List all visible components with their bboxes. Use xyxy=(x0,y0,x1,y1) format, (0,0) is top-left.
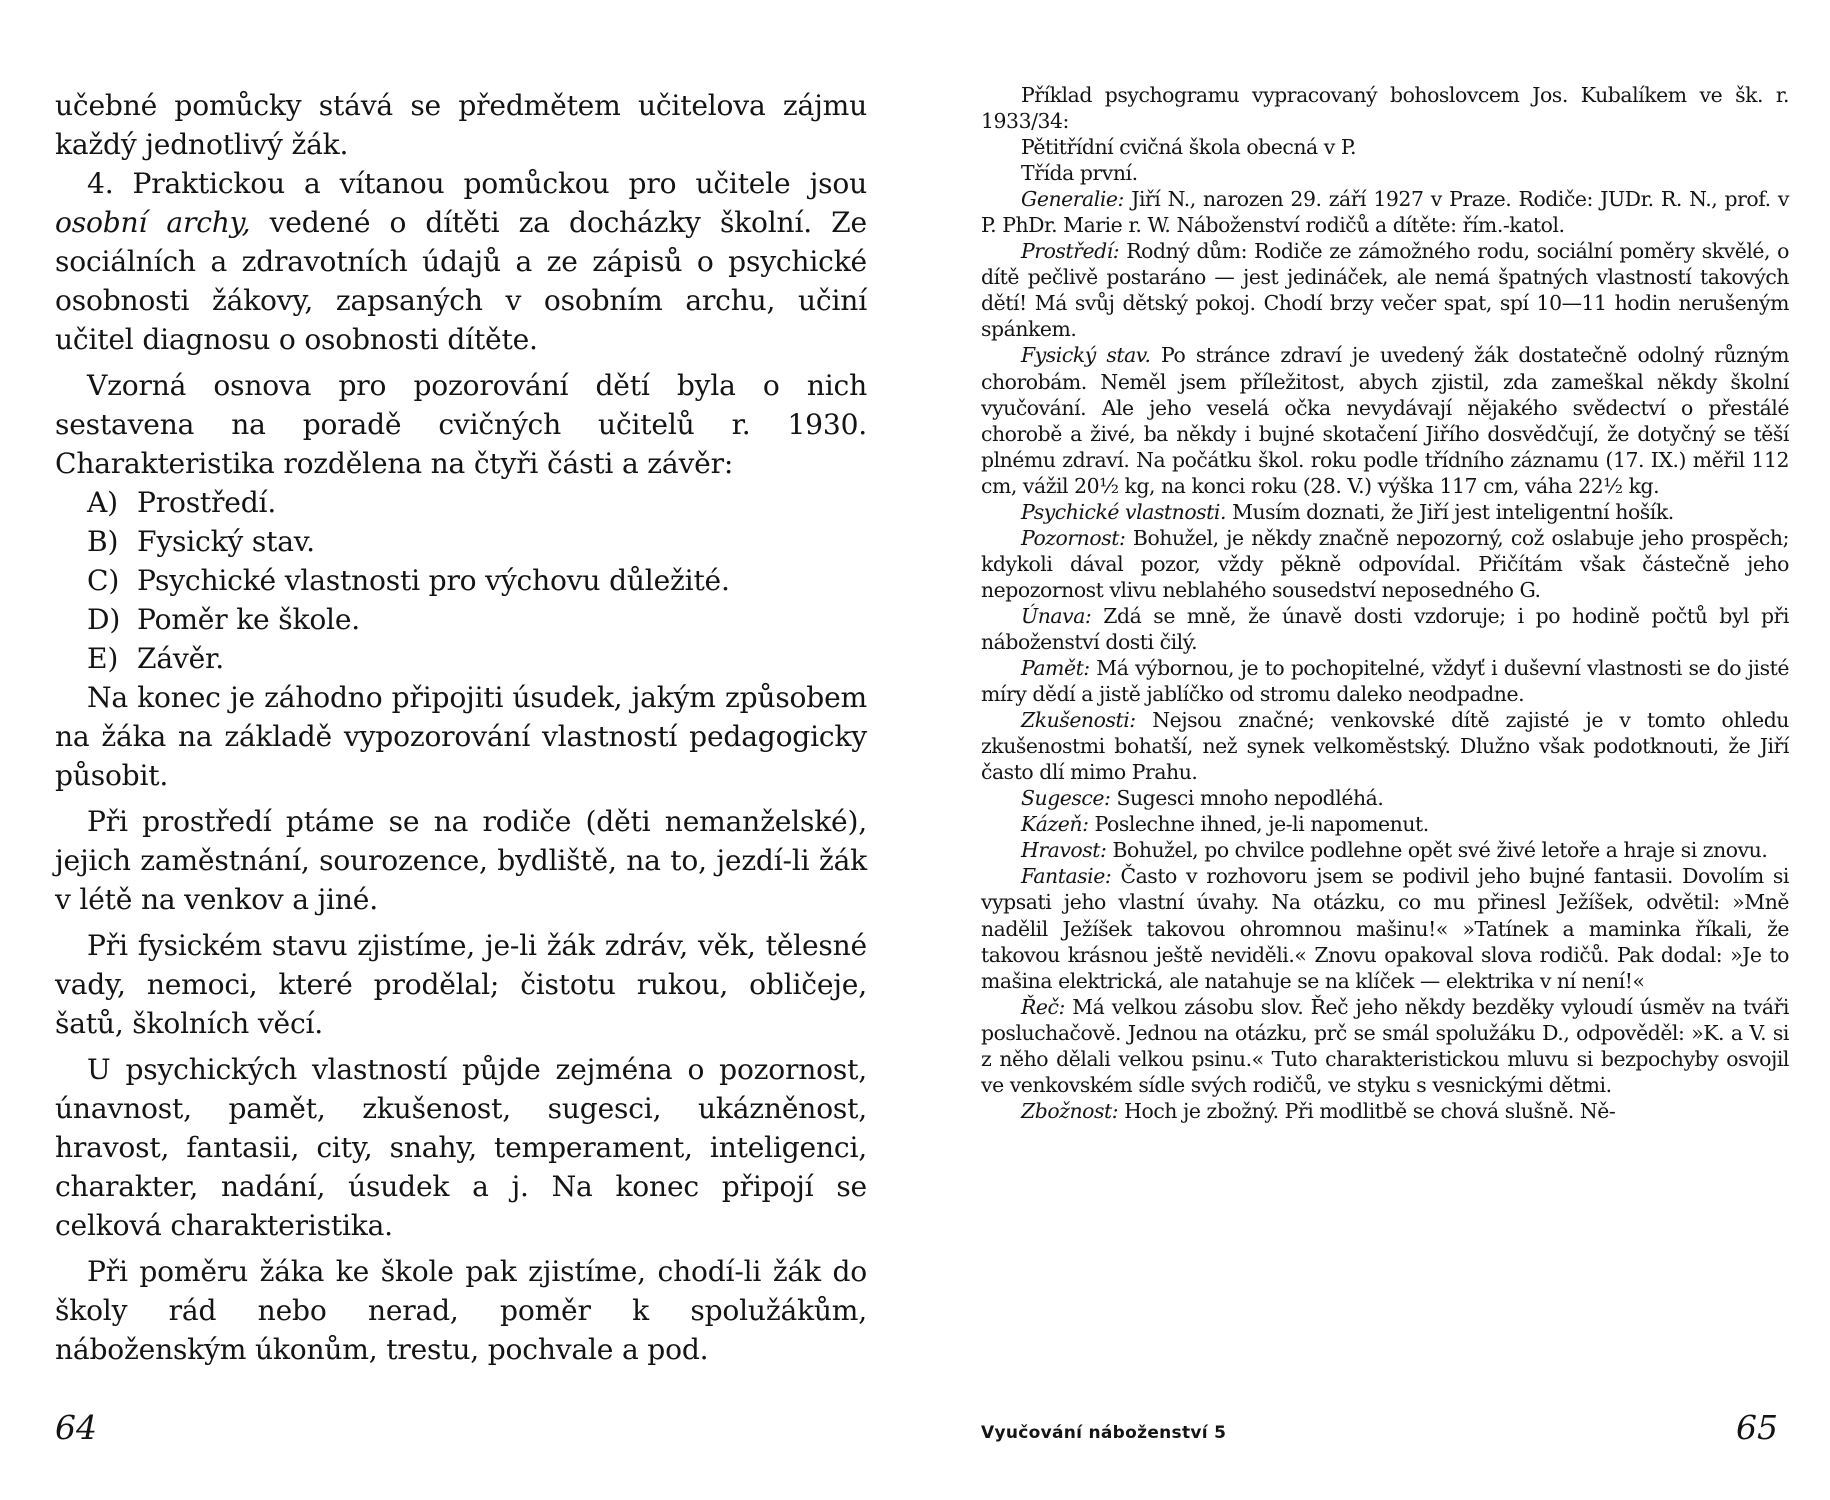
paragraph: Při prostředí ptáme se na rodiče (děti nemanželské), jejich zaměstnání, sourozence, bydliště, na to, jezdí-li žák v létě na venkov a jiné. xyxy=(55,805,867,916)
paragraph: učebné pomůcky stává se předmětem učitelova zájmu každý jednotlivý žák. xyxy=(55,89,867,161)
outline-marker: E) xyxy=(87,642,119,675)
psychogram-section xyxy=(981,707,1789,785)
class-line: Třída první. xyxy=(1021,161,1138,186)
paragraph: Při fysickém stavu zjistíme, je-li žák zdráv, věk, tělesné vady, nemoci, které prodělal; čistotu rukou, obličeje, šatů, školních věcí. xyxy=(55,929,867,1040)
section-label: Únava: xyxy=(1021,603,1092,628)
psychogram-section xyxy=(981,811,1789,837)
section-label: Fantasie: xyxy=(1021,864,1112,889)
psychogram-section xyxy=(981,499,1789,525)
text-run: 4. Praktickou a vítanou pomůckou pro učitele jsou xyxy=(87,167,867,200)
psychogram-text xyxy=(981,82,1789,1124)
outline-text: Psychické vlastnosti pro výchovu důležité. xyxy=(137,564,730,597)
signature-mark: Vyučování náboženství 5 xyxy=(981,1423,1227,1443)
section-text: Rodný dům: Rodiče ze zámožného rodu, sociální poměry skvělé, o dítě pečlivě postaráno — jest jedináček, ale nemá špatných vlastností takových dětí! Má svůj dětský pokoj. Chodí brzy večer spat, spí 10—11 hodin nerušeným spánkem. xyxy=(981,239,1789,342)
outline-item xyxy=(55,600,867,639)
section-label: Řeč: xyxy=(1021,994,1065,1019)
psychogram-section xyxy=(981,603,1789,655)
outline-text: Fysický stav. xyxy=(137,525,315,558)
section-text: Hoch je zbožný. Při modlitbě se chová slušně. Ně- xyxy=(1118,1098,1616,1123)
intro-paragraph: Příklad psychogramu vypracovaný bohoslovcem Jos. Kubalíkem ve šk. r. 1933/34: xyxy=(981,83,1789,134)
left-page-text xyxy=(55,86,867,1369)
section-text: Poslechne ihned, je-li napomenut. xyxy=(1088,812,1429,837)
psychogram-section xyxy=(981,785,1789,811)
outline-item xyxy=(55,561,867,600)
outline-marker: C) xyxy=(87,564,120,597)
section-label: Kázeň: xyxy=(1021,812,1089,837)
section-label: Psychické vlastnosti. xyxy=(1021,499,1227,524)
outline-text: Poměr ke škole. xyxy=(137,603,361,636)
psychogram-sections xyxy=(981,186,1789,1124)
outline-text: Závěr. xyxy=(137,642,224,675)
section-label: Hravost: xyxy=(1021,838,1107,863)
section-label: Sugesce: xyxy=(1021,786,1111,811)
section-label: Pozornost: xyxy=(1021,525,1126,550)
psychogram-section xyxy=(981,837,1789,863)
page-number: 65 xyxy=(1736,1408,1778,1447)
school-line: Pětitřídní cvičná škola obecná v P. xyxy=(1021,135,1357,160)
outline-item xyxy=(55,483,867,522)
section-text: Nejsou značné; venkovské dítě zajisté je v tomto ohledu zkušenostmi bohatší, než synek velkoměstský. Dlužno však podotknouti, že Jiří často dlí mimo Prahu. xyxy=(981,708,1789,785)
section-text: Po stránce zdraví je uvedený žák dostatečně odolný různým chorobám. Neměl jsem příležitost, abych zjistil, zda zameškal někdy školní vyučování. Ale jeho veselá očka nevydávají nějakého svědectví o přestálé chorobě a živé, ba někdy i bujné skotačení Jiřího dosvědčují, že dotyčný se těší plnému zdraví. Na počátku škol. roku podle třídního záznamu (17. IX.) měřil 112 cm, vážil 20½ kg, na konci roku (28. V.) výška 117 cm, váha 22½ kg. xyxy=(981,343,1789,498)
outline-marker: B) xyxy=(87,525,119,558)
psychogram-section xyxy=(981,186,1789,238)
psychogram-section xyxy=(981,525,1789,603)
section-text: Jiří N., narozen 29. září 1927 v Praze. Rodiče: JUDr. R. N., prof. v P. PhDr. Marie r. W. Náboženství rodičů a dítěte: řím.-katol. xyxy=(981,187,1789,238)
section-label: Generalie: xyxy=(1021,187,1124,212)
section-text: Často v rozhovoru jsem se podivil jeho bujné fantasii. Dovolím si vypsati jeho vlastní úvahy. Na otázku, co mu přinesl Ježíšek, odvětil: »Mně nadělil Ježíšek takovou ohromnou mašinu!« »Tatínek a maminka říkali, že takovou krásnou ještě neviděli.« Znovu opakoval slova rodičů. Pak dodal: »Je to mašina elektrická, ale natahuje se na klíček — elektrika v ní není!« xyxy=(981,864,1789,993)
page-number: 64 xyxy=(55,1408,97,1447)
psychogram-section xyxy=(981,342,1789,498)
outline-marker: D) xyxy=(87,603,121,636)
psychogram-section xyxy=(981,994,1789,1098)
section-label: Prostředí: xyxy=(1021,239,1120,264)
right-page xyxy=(915,0,1830,1500)
section-text: Má výbornou, je to pochopitelné, vždyť i duševní vlastnosti se do jisté míry dědí a jistě jablíčko od stromu daleko neodpadne. xyxy=(981,656,1789,707)
section-text: Sugesci mnoho nepodléhá. xyxy=(1110,786,1384,811)
section-text: Bohužel, po chvilce podlehne opět své živé letoře a hraje si znovu. xyxy=(1106,838,1768,863)
outline-text: Prostředí. xyxy=(137,486,277,519)
paragraph: Na konec je záhodno připojiti úsudek, jakým způsobem na žáka na základě vypozorování vlastností pedagogicky působit. xyxy=(55,681,867,792)
psychogram-section xyxy=(981,863,1789,993)
paragraph: Při poměru žáka ke škole pak zjistíme, chodí-li žák do školy rád nebo nerad, poměr k spolužákům, náboženským úkonům, trestu, pochvale a pod. xyxy=(55,1255,867,1366)
section-label: Zkušenosti: xyxy=(1021,708,1136,733)
section-text: Má velkou zásobu slov. Řeč jeho někdy bezděky vyloudí úsměv na tváři posluchačově. Jednou na otázku, prč se smál spolužáku D., odpověděl: »K. a V. si z něho dělali velkou psinu.« Tuto charakteristickou mluvu si bezpochyby osvojil ve venkovském sídle svých rodičů, ve styku s vesnickými dětmi. xyxy=(981,994,1789,1097)
emphasis: osobní archy, xyxy=(55,206,251,239)
paragraph: Vzorná osnova pro pozorování dětí byla o nich sestavena na poradě cvičných učitelů r. 1930. Charakteristika rozdělena na čtyři části a závěr: xyxy=(55,369,867,480)
section-label: Pamět: xyxy=(1021,656,1090,681)
paragraph-personal-sheets xyxy=(55,164,867,359)
section-text: Bohužel, je někdy značně nepozorný, což oslabuje jeho prospěch; kdykoli dával pozor, vždy pěkně odpovídal. Přičítám však částečně jeho nepozornost vlivu neblahého sousedství neposedného G. xyxy=(981,525,1789,602)
outline-item xyxy=(55,639,867,678)
text-run: vedené o dítěti za docházky školní. Ze sociálních a zdravotních údajů a ze zápisů o psychické osobnosti žákovy, zapsaných v osobním archu, učiní učitel diagnosu o osobnosti dítěte. xyxy=(55,206,867,356)
section-label: Fysický stav. xyxy=(1021,343,1151,368)
outline-item xyxy=(55,522,867,561)
psychogram-section xyxy=(981,1098,1789,1124)
psychogram-section xyxy=(981,655,1789,707)
outline-list xyxy=(55,483,867,678)
section-text: Musím doznati, že Jiří jest inteligentní hošík. xyxy=(1226,499,1674,524)
outline-marker: A) xyxy=(87,486,118,519)
paragraph: U psychických vlastností půjde zejména o pozornost, únavnost, pamět, zkušenost, sugesci, ukázněnost, hravost, fantasii, city, snahy, temperament, inteligenci, charakter, nadání, úsudek a j. Na konec připojí se celková charakteristika. xyxy=(55,1053,867,1242)
section-label: Zbožnost: xyxy=(1021,1098,1119,1123)
section-text: Zdá se mně, že únavě dosti vzdoruje; i po hodině počtů byl při náboženství dosti čilý. xyxy=(981,603,1789,654)
psychogram-section xyxy=(981,238,1789,342)
